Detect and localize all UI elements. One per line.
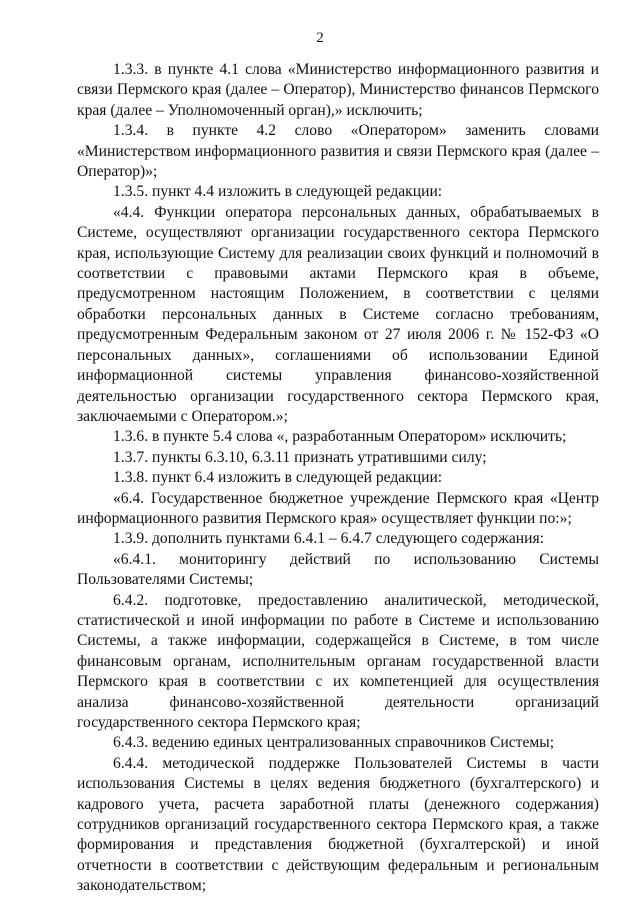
- paragraph-4-4: «4.4. Функции оператора персональных данных, обрабатываемых в Системе, осуществляют организации государственного сектора Пермского края, использующие Систему для реализации своих функций и полномочий в соответствии с правовыми актами Пермского края в объеме, предусмотренном настоящим Положением, в соответствии с целями обработки персональных данных в Системе согласно требованиям, предусмотренным Федеральным законом от 27 июля 2006 г. № 152-ФЗ «О персональных данных», соглашениями об использовании Единой информационной системы управления финансово-хозяйственной деятельностью организации государственного сектора Пермского края, заключаемыми с Оператором.»;: [77, 203, 599, 425]
- paragraph-1-3-6: 1.3.6. в пункте 5.4 слова «, разработанным Оператором» исключить;: [113, 428, 567, 446]
- paragraph-1-3-8: 1.3.8. пункт 6.4 изложить в следующей редакции:: [113, 469, 443, 487]
- paragraph-6-4-1: «6.4.1. мониторингу действий по использованию Системы Пользователями Системы;: [77, 550, 599, 589]
- paragraph-6-4-3: 6.4.3. ведению единых централизованных справочников Системы;: [113, 734, 555, 752]
- paragraph-6-4: «6.4. Государственное бюджетное учреждение Пермского края «Центр информационного развития Пермского края» осуществляет функции по:»;: [77, 489, 599, 527]
- paragraph-1-3-3: 1.3.3. в пункте 4.1 слова «Министерство информационного развития и связи Пермского края (далее – Оператор), Министерство финансов Пермского края (далее – Уполномоченный орган),» исключить;: [77, 61, 599, 119]
- paragraph-1-3-7: 1.3.7. пункты 6.3.10, 6.3.11 признать утратившими силу;: [113, 448, 487, 466]
- paragraph-1-3-5: 1.3.5. пункт 4.4 изложить в следующей редакции:: [113, 183, 443, 201]
- page-number: 2: [316, 30, 324, 46]
- paragraph-1-3-4: 1.3.4. в пункте 4.2 слово «Оператором» заменить словами «Министерством информационного развития и связи Пермского края (далее – Оператор)»;: [77, 122, 599, 181]
- paragraph-6-4-4: 6.4.4. методической поддержке Пользователей Системы в части использования Системы в целях ведения бюджетного (бухгалтерского) и кадрового учета, расчета заработной платы (денежного содержания) сотрудников организаций государственного сектора Пермского края, а также формирования и представления бюджетной (бухгалтерской) и иной отчетности в соответствии с действующим федеральным и региональным законодательством;: [77, 754, 599, 895]
- document-body: [77, 60, 599, 897]
- paragraph-6-4-2: 6.4.2. подготовке, предоставлению аналитической, методической, статистической и иной информации по работе в Системе и использованию Системы, а также информации, содержащейся в Системе, в том числе финансовым органам, исполнительным органам государственной власти Пермского края в соответствии с их компетенцией для осуществления анализа финансово-хозяйственной деятельности организаций государственного сектора Пермского края;: [77, 591, 599, 731]
- paragraph-1-3-9: 1.3.9. дополнить пунктами 6.4.1 – 6.4.7 следующего содержания:: [113, 530, 544, 548]
